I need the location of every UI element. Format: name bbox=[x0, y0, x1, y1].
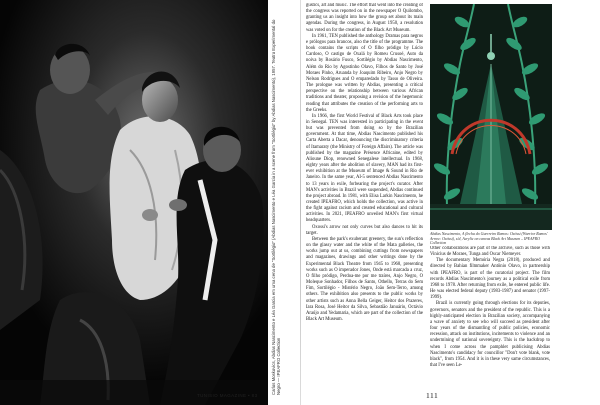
artwork-illustration bbox=[430, 4, 552, 230]
artwork-caption: Abdias Nascimento, A flecha do Guerreiro Ramos: Oxóssi (Warrior Ramos' Arrow: Oxóssi), s/d, Acrylic on canvas Black Art Museum – IPEAFRO Collection bbox=[430, 232, 548, 246]
page-number: 111 bbox=[426, 391, 439, 400]
col1-paragraph: Between the park's exuberant greenery, the sun's reflection on the glassy water and the white of the Mata galleries, the works jump out at us, combining cuttings from newspapers and magazines, drawings and other writings done by the Experimental Black Theatre from 1945 to 1968, presenting works such as O imperador Jones, Onde está marcada a cruz, O filho pródigo, Perdoa-me por me traíres, Anjo Negro, O Moleque Sonhador, Filhos de Santo, Othello, Terras do Sem Fim, Sortilégio - Mistério Negro, João Sem-Terro, among others. The exhibition also presents to the public works by other artists such as Anna Bella Geiger, Heitor dos Prazeres, Iara Rosa, José Heitor da Silva, Sebastião Januário, Octávio Araújo and Yedamaria, which are part of the collection of the Black Art Museum. bbox=[306, 236, 423, 322]
col1-paragraph: gustics, art and music. The effort that went into the creating of the congress was reported on in the newspaper O Quilombo, granting us an insight into how the group set about its main agendas. During the congress, in August 1950, a resolution was voted on for the creation of the Black Art Museum. bbox=[306, 3, 423, 33]
col2-paragraph: Brazil is currently going through elections for its deputies, governors, senators and the president of the republic. This is a highly-anticipated election in Brazilian society, accompanying a wave of anxiety to see who will succeed as president after four years of the dismantling of public policies, economic recession, attack on institutions, incitements to violence and an undermining of national sovereignty. This is the backdrop to when I come across the pamphlet publicising Abdias Nascimento's candidacy for councillor "Don't vote blank, vote black", from 1954. And it is in these very same circumstances, that I've seen Le- bbox=[430, 301, 550, 368]
theatre-scene-photo bbox=[0, 0, 268, 405]
col1-paragraph: In 1966, the first World Festival of Black Arts took place in Senegal. TEN was interested in participating in the event but was prevented from doing so by the Brazilian government. At that time, Abdias Nascimento published his Carta Aberta a Dacar, denouncing the discriminatory criteria of Itamaraty (the Ministry of Foreign Affairs). The article was published by the magazine Présence Africaine, edited by Alioune Diop, renowned Senegalese intellectual. In 1968, eighty years after the abolition of slavery, MAN had its first-ever exhibition at the Museum of Image & Sound in Rio de Janeiro. In the same year, AI-5 sentenced Abdias Nascimento to 13 years in exile, forbearing the project's curator. After MAN's activities in Brazil were suspended, Abdias continued the project abroad. In 1981, with Elisa Larkin Nascimento, he created IPEAFRO, which holds the collection, was active in the fight against racism and created educational and cultural activities. In 2021, IPEAFRO unveiled MAN's first virtual headquarters. bbox=[306, 113, 423, 224]
photo-illustration bbox=[0, 0, 268, 405]
col1-paragraph: Oxossi's arrow not only curves but also dances to hit its target. bbox=[306, 224, 423, 236]
page-gutter bbox=[300, 0, 301, 405]
col1-paragraph: In 1961, TEN published the anthology Dramas para negros e prólogos para brancos, also the title of the programme. The book contains the scripts of O filho pródigo by Lúcio Cardoso, O castigo de Oxalá by Romeu Crusoé, Auto da noiva by Rosário Fusco, Sortilégio by Abdias Nascimento, Além do Rio by Agostinho Olavo, Filhos de Santo by José Moraes Pinho, Aruanda by Joaquim Ribeiro, Anjo Negro by Nelson Rodrigues and O emparedado by Tasso de Oliveira. The prologue was written by Abdias, presenting a critical perspective on the relationship between various African traditions and theater, proposing a revision of the hegemonic reading that attributes the creation of the performing arts to the Greeks. bbox=[306, 33, 423, 113]
page-folio-left: TUNISIO MAGAZINE • 83 bbox=[197, 393, 258, 398]
photo-caption: Carlos Moskovics, Abdias Nascimento e Léa Garcia em uma cena de “Sortilégio” (Abdias Nascimento e Léa Garcia in a scene from “Sortilégio” by Abdias Nascimento), 1957. Teatro Experimental do Negro — IPEAFRO Collection bbox=[271, 19, 282, 395]
col2-paragraph: Other collaborations are part of the archive, such as those with Vinicius de Moraes, Tunga and Oscar Niemeyer. bbox=[430, 246, 550, 258]
col2-paragraph: The documentary Memória Negra (2018), produced and directed by Bahian filmmaker Antônio Olavo, in partnership with IPEAFRO, is part of the curatorial project. The film records Abdias Nascimento's journey as a political exile from 1968 to 1978. After returning from exile, he entered public life. He was elected federal deputy (1983-1987) and senator (1997-1999). bbox=[430, 258, 550, 301]
artwork-image bbox=[430, 4, 552, 230]
text-column-2 bbox=[430, 246, 550, 396]
text-column-1 bbox=[306, 3, 423, 395]
